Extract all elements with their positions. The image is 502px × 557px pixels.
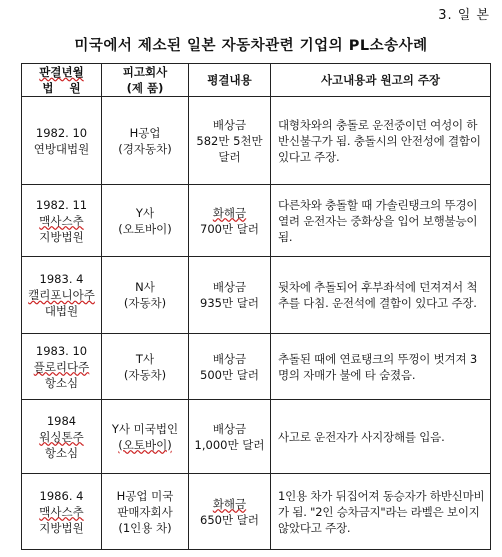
header-verdict: 평결내용 — [189, 64, 271, 97]
details-cell: 추돌된 때에 연료탱크의 뚜껑이 벗겨져 3명의 자매가 불에 타 숨졌음. — [271, 334, 491, 400]
court-date: 1982. 11 — [35, 197, 88, 212]
table-row — [22, 334, 491, 400]
verdict-amount: 500만 달러 — [200, 367, 259, 382]
verdict-cell — [189, 474, 271, 550]
defendant-product: (경자동차) — [118, 141, 172, 156]
details-cell: 사고로 운전자가 사지장해를 입음. — [271, 400, 491, 474]
verdict-cell — [189, 257, 271, 334]
details-cell: 대형차와의 충돌로 운전중이던 여성이 하반신불구가 됨. 충돌시의 안전성에 결함이 있다고 주장. — [271, 97, 491, 185]
court-state: 캘리포니아주 — [28, 288, 95, 302]
defendant-product: (1인용 차) — [118, 520, 172, 535]
court-date: 1983. 4 — [39, 272, 84, 286]
court-name: 항소심 — [44, 375, 79, 390]
defendant-product: (자동차) — [123, 367, 167, 382]
defendant-name: Y사 — [135, 205, 155, 220]
court-cell — [22, 400, 102, 474]
verdict-amount: 700만 달러 — [200, 221, 259, 236]
table-header-row — [22, 64, 491, 97]
verdict-unit: 달러 — [218, 149, 241, 164]
defendant-cell — [102, 97, 189, 185]
table-row — [22, 474, 491, 550]
defendant-cell — [102, 400, 189, 474]
defendant-cell — [102, 185, 189, 257]
defendant-name: H공업 미국 — [116, 488, 174, 503]
court-cell — [22, 257, 102, 334]
header-court — [22, 64, 102, 97]
verdict-amount: 650만 달러 — [200, 512, 259, 527]
header-defendant-line1: 피고회사 — [122, 65, 168, 79]
details-cell: 다른차와 충돌할 때 가솔린탱크의 뚜경이 열려 운전자는 중화상을 입어 보행불능이 됨. — [271, 185, 491, 257]
court-name: 대법원 — [44, 304, 79, 318]
court-state: 맥사스추 — [39, 213, 84, 228]
court-name: 항소심 — [44, 445, 79, 460]
court-state: 워싱톤주 — [39, 429, 84, 444]
verdict-amount: 1,000만 달러 — [194, 437, 265, 452]
court-cell — [22, 185, 102, 257]
defendant-product: (오토바이) — [118, 437, 172, 452]
verdict-type: 배상금 — [212, 351, 247, 366]
document-title: 미국에서 제소된 일본 자동차관련 기업의 PL소송사례 — [74, 38, 428, 54]
verdict-cell — [189, 97, 271, 185]
verdict-type: 화해금 — [212, 496, 247, 511]
details-cell: 뒷차에 추돌되어 후부좌석에 던져져서 척추를 다침. 운전석에 결함이 있다고 주장. — [271, 257, 491, 334]
verdict-amount: 935만 달러 — [200, 296, 259, 310]
verdict-type: 화해금 — [212, 205, 247, 220]
court-cell — [22, 334, 102, 400]
table-row — [22, 97, 491, 185]
details-cell: 1인용 차가 뒤집어져 동승자가 하반신마비가 됨. "2인 승차금지"라는 라벨은 보이지 않았다고 주장. — [271, 474, 491, 550]
pl-cases-table — [21, 63, 491, 550]
defendant-name: T사 — [135, 351, 155, 366]
table-row — [22, 185, 491, 257]
verdict-type: 배상금 — [212, 117, 247, 132]
court-state: 맥사스추 — [39, 504, 84, 519]
defendant-cell — [102, 334, 189, 400]
verdict-type: 배상금 — [212, 421, 247, 436]
header-court-line1: 판결년월 — [39, 65, 84, 79]
court-date: 1983. 10 — [35, 343, 88, 358]
defendant-product: (자동차) — [123, 296, 167, 310]
defendant-cell — [102, 257, 189, 334]
table-row — [22, 257, 491, 334]
verdict-cell — [189, 334, 271, 400]
verdict-cell — [189, 400, 271, 474]
court-cell — [22, 474, 102, 550]
header-court-line2: 법 원 — [42, 81, 81, 95]
court-date: 1982. 10 — [35, 125, 88, 140]
court-date: 1986. 4 — [39, 488, 84, 503]
defendant-subsidiary: 판매자회사 — [117, 504, 173, 519]
defendant-product: (오토바이) — [118, 221, 172, 236]
header-details: 사고내용과 원고의 주장 — [271, 64, 491, 97]
page-header: 3. 일 본 — [438, 8, 490, 23]
court-name: 지방법원 — [39, 520, 84, 535]
header-defendant — [102, 64, 189, 97]
header-defendant-line2: (제 품) — [126, 81, 164, 95]
court-name: 지방법원 — [39, 229, 84, 244]
court-name: 연방대법원 — [33, 141, 90, 156]
defendant-name: H공업 — [129, 125, 161, 140]
defendant-name: Y사 미국법인 — [111, 421, 179, 436]
court-date: 1984 — [46, 413, 77, 428]
table-row — [22, 400, 491, 474]
court-state: 플로리다주 — [33, 359, 90, 374]
verdict-type: 배상금 — [212, 280, 247, 294]
verdict-cell — [189, 185, 271, 257]
defendant-name: N사 — [135, 280, 155, 294]
verdict-amount: 582만 5천만 — [196, 133, 263, 148]
defendant-cell — [102, 474, 189, 550]
court-cell — [22, 97, 102, 185]
